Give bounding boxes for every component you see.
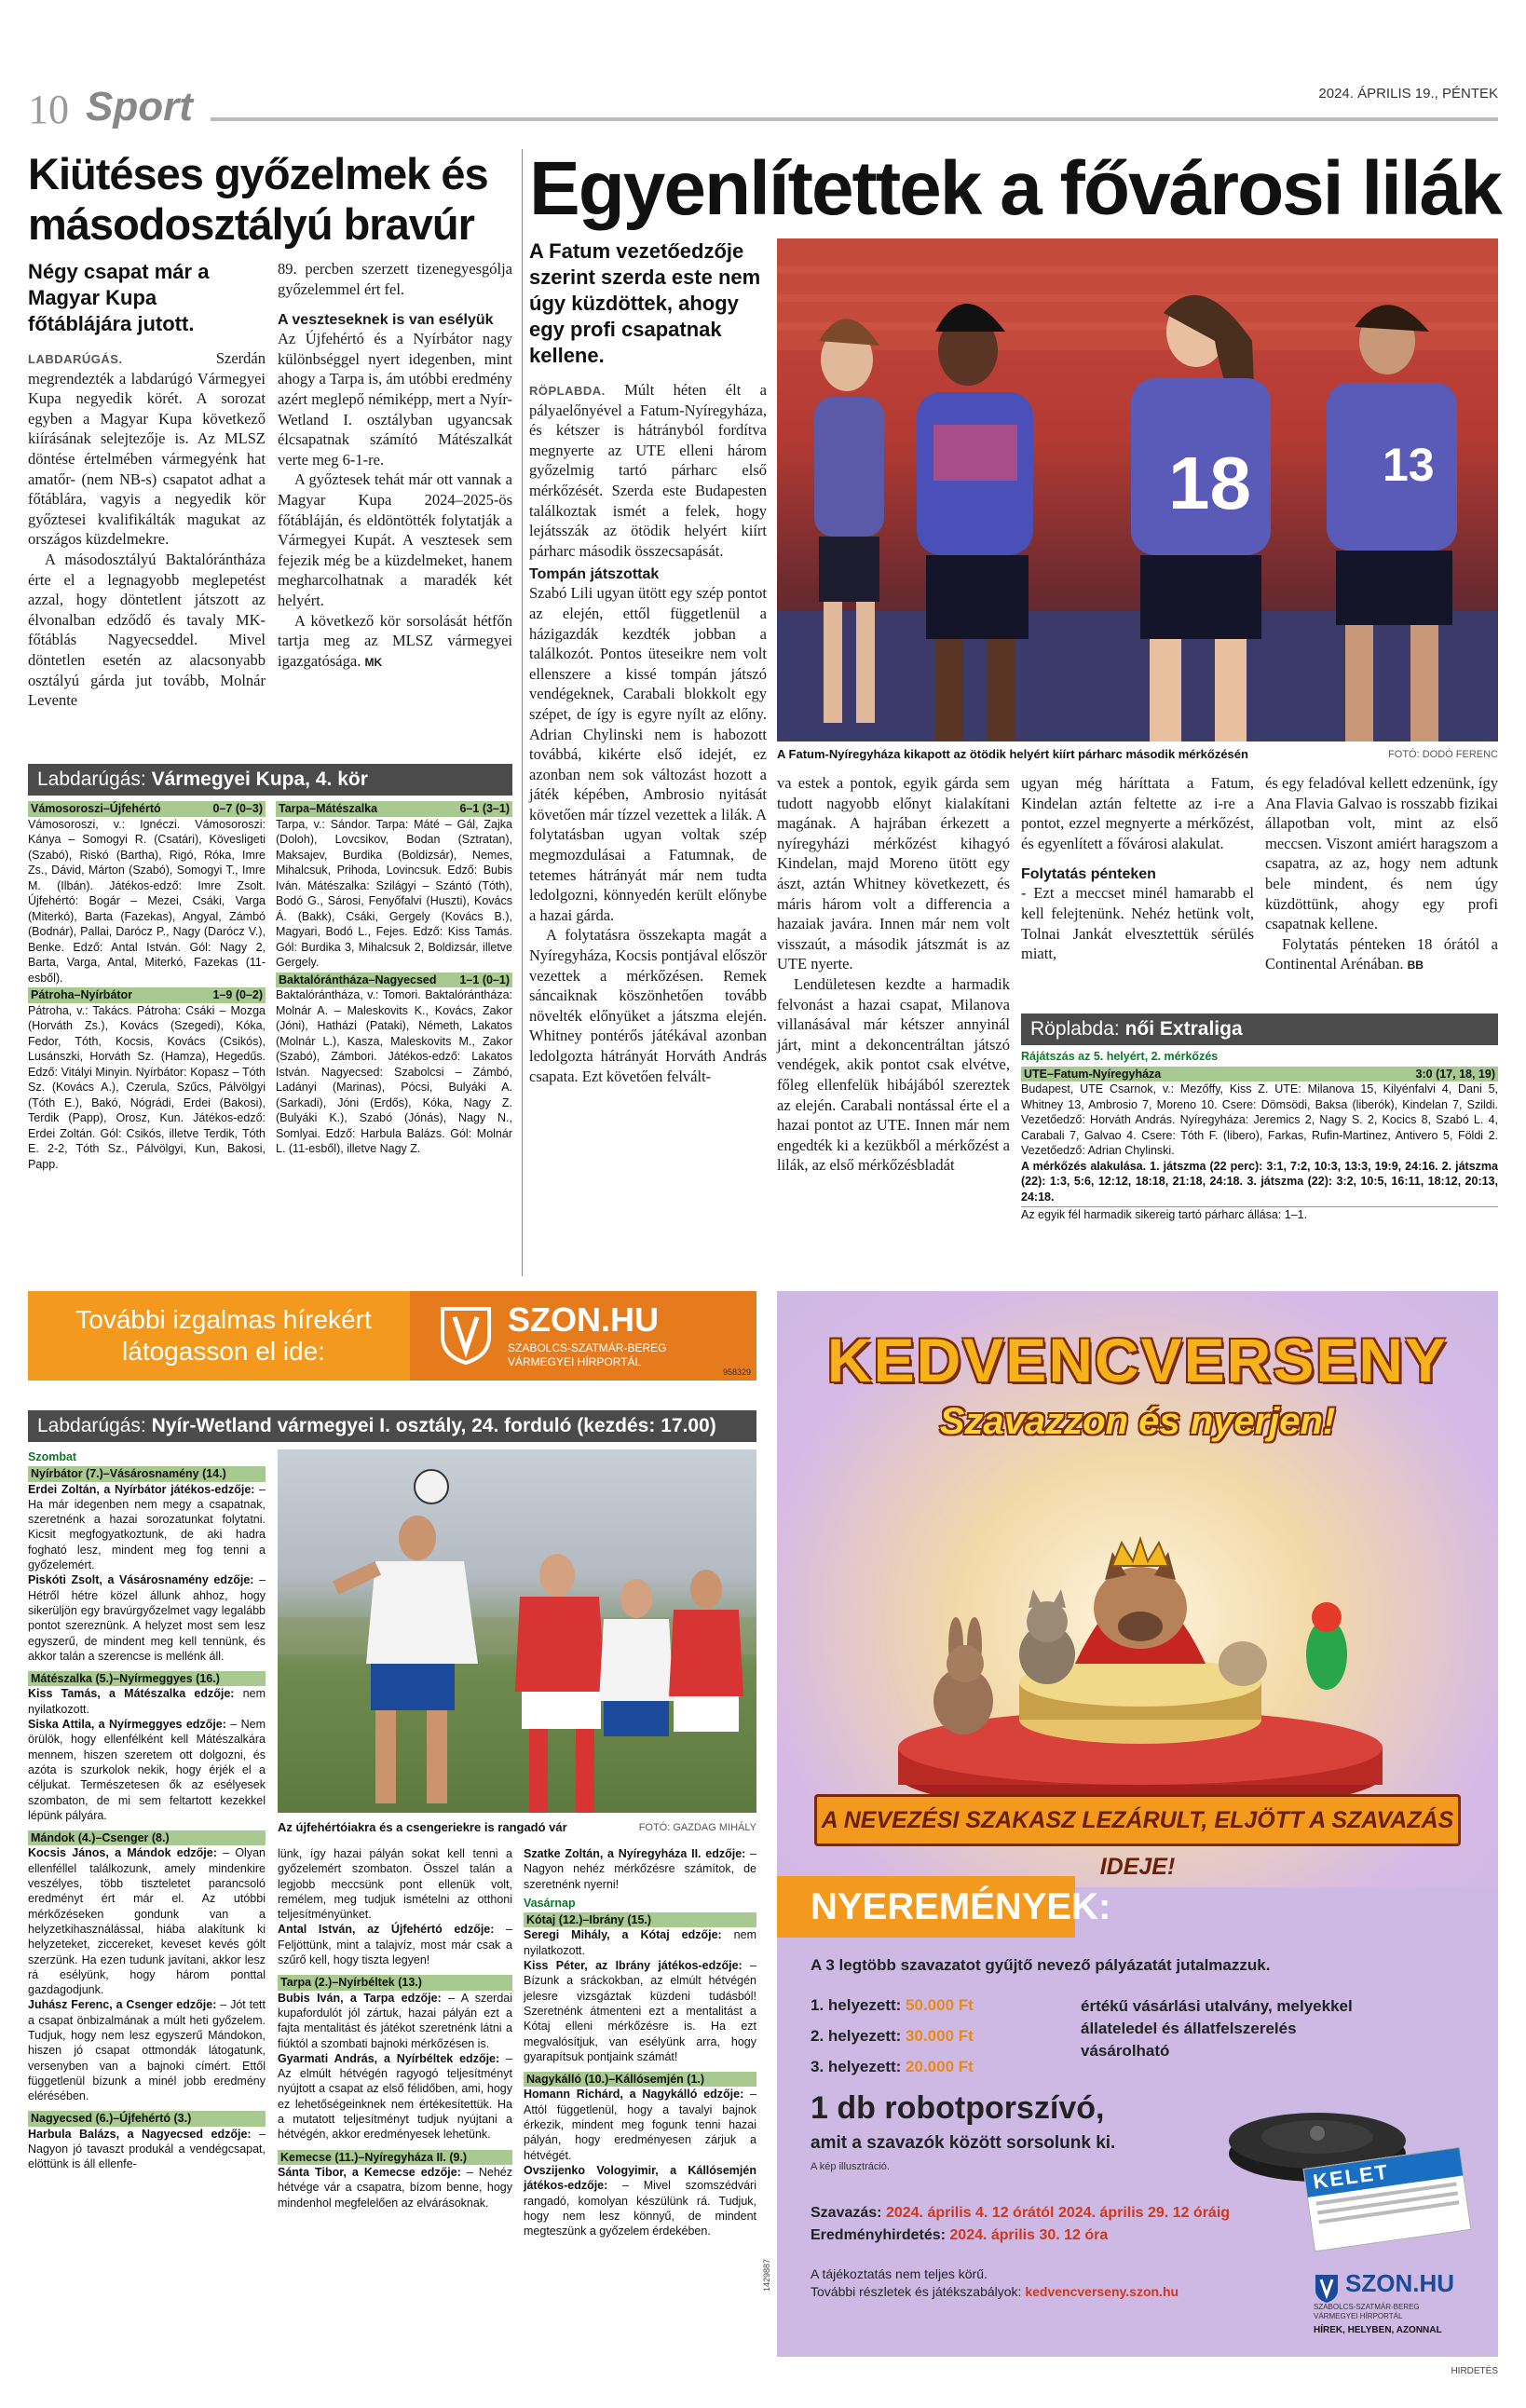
right-col-4 (1265, 773, 1498, 976)
volley-match-header: UTE–Fatum-Nyíregyháza 3:0 (17, 18, 19) (1021, 1067, 1498, 1082)
fixture-header: Nyírbátor (7.)–Vásárosnamény (14.) (28, 1466, 266, 1481)
szon-banner-text: További izgalmas hírekért látogasson el ide: (75, 1305, 372, 1366)
volley-series: Az egyik fél harmadik sikereig tartó párharc állása: 1–1. (1021, 1206, 1498, 1223)
left-kicker: LABDARÚGÁS. (28, 352, 123, 366)
volleyball-credit: FOTÓ: DODÓ FERENC (1388, 749, 1498, 760)
ad-prizes-title: NYEREMÉNYEK: (777, 1876, 1075, 1938)
ad-link[interactable]: kedvencverseny.szon.hu (1025, 2284, 1179, 2299)
left-paragraph: Szerdán megrendezték a labdarúgó Vármegyei Kupa negyedik körét. A sorozat egyben a Magyar Kupa következő kiírásának selejtezője is. Az MLSZ döntése értelmében vármegyénk hat amatőr- (nem NB-s) csapatot adhat a főtáblára, vagyis a negyedik kör győztesei kvalifikálták magukat az országos küzdelmekre. (28, 349, 266, 549)
ad-result-date: Eredményhirdetés: 2024. április 30. 12 óra (811, 2227, 1109, 2243)
coach-quote: Ovszijenko Vologyimir, a Kállósemjén játékos-edzője: – Mivel szomszédvári rangadó, komolyan készülünk rá. Tudjuk, hogy nem lesz könnyű, de mindent megteszünk a győzelem érdekében. (524, 2163, 756, 2238)
coach-quote: Sánta Tibor, a Kemecse edzője: – Nehéz hétvége vár a csapatra, bízom benne, hogy mindenhol megfelelően az elvárásoknak. (278, 2165, 512, 2210)
ad-prize-3: 3. helyezett: 20.000 Ft (811, 2058, 974, 2075)
match-header: Vámosoroszi–Újfehértó 0–7 (0–3) (28, 801, 266, 817)
right-paragraph: A folytatásra összekapta magát a Nyíregyháza, Kocsis pontjával először vezettek a mérkőzésen. Remek sáncaiknak köszönhetően tovább növelték előnyüket a játszma elején. Whitney pontérős játékával azonban ledolgozta hátrányát Horváth András csapata. Ezt követően felvált- (529, 926, 767, 1085)
coach-quote: Bubis Iván, a Tarpa edzője: – A szerdai kupafordulót jól zártuk, hazai pályán ezt a fajta mentalitást és játékot szeretnénk látni a fiúktól a szombati bajnoki mérkőzésen is. (278, 1991, 512, 2050)
ad-voting-banner: A NEVEZÉSI SZAKASZ LEZÁRULT, ELJÖTT A SZAVAZÁS IDEJE! (814, 1794, 1461, 1846)
cup-results-right (276, 799, 512, 1157)
szon-banner-sub: SZABOLCS-SZATMÁR-BEREG VÁRMEGYEI HÍRPORTÁL (508, 1341, 667, 1368)
right-col-3 (1021, 773, 1254, 964)
issue-date: 2024. ÁPRILIS 19., PÉNTEK (1318, 86, 1498, 102)
left-headline: Kiütéses győzelmek és másodosztályú bravúr (28, 149, 488, 249)
right-paragraph: Folytatás pénteken 18 órától a Continental Arénában. BB (1265, 934, 1498, 973)
coach-quote: Homann Richárd, a Nagykálló edzője: – Attól függetlenül, hogy a tavalyi bajnok érkezik, mindent meg fogunk tenni hazai pályán, hogy eredményesen zárjuk a hétvégét. (524, 2088, 756, 2162)
cup-box-title: Labdarúgás: Vármegyei Kupa, 4. kör (28, 764, 512, 796)
fixture-header: Nagykálló (10.)–Kállósemjén (1.) (524, 2072, 756, 2087)
coach-quote: Juhász Ferenc, a Csenger edzője: – Jót tett a csapat önbizalmának a múlt heti győzelem. Tudjuk, hogy nem lesz egyszerű Mándokon, hiszen jó csapat ottmondák látogatunk, versenyben van a bajnoki címért. Ettől függetlenül bízunk a minél jobb eredmény elérésében. (28, 1998, 266, 2103)
coach-quote: Gyarmati András, a Nyírbéltek edzője: – Az elmúlt hétvégén ragyogó teljesítményt nyújtott a csapat az első félidőben, ami, hogy ez lehetőségeinknek nem értékesítettük. Ha a mutatott teljesítményt tudjuk nyújtani a hétvégén, akkor eredményesek lehetünk. (278, 2051, 512, 2142)
football-caption: Az újfehértóiakra és a csengeriekre is rangadó vár (278, 1820, 567, 1834)
football-photo (278, 1449, 756, 1813)
ad-vote-dates: Szavazás: 2024. április 4. 12 órától 2024. április 29. 12 óráig (811, 2205, 1231, 2221)
match-report: Tarpa, v.: Sándor. Tarpa: Máté – Gál, Zajka (Doloh), Lovcsikov, Bodan (Sztratan), Maksajev, Burdika (Boldizsár), Nemes, Mihalcsuk, Prihoda, Lovincsuk. Edző: Bubis Iván. Mátészalka: Szilágyi – Szántó (Tóth), Bodó G., Sárosi, Fenyőfalvi (Huszti), Kovács Á. (Bakk), Csáki, Gergely (Kovács B.), Magyari, Bodó L., Fejes. Edző: Kiss Tamás. Gól: Burdika 3, Mihalcsuk 2, Boldizsár, illetve Gergely. (276, 817, 512, 969)
day-label: Vasárnap (524, 1896, 576, 1910)
fixture-header: Mátészalka (5.)–Nyírmeggyes (16.) (28, 1671, 266, 1686)
preview-col-3 (524, 1846, 756, 2238)
match-report: Baktalórántháza, v.: Tomori. Baktalórántháza: Molnár A. – Maleskovits K., Kovács, Zakor (Jóni), Hatházi (Pataki), Németh, Lakatos (Molnár L.), Kasza, Maleskovits M., Zakor (Szabó), Zámbori. Játékos-edző: Lakatos István. Nagyecsed: Szabolcsi – Zámbó, Ladányi (Marinas), Pócsi, Bulyáki A. (Sarkadi), Jóni (Erdős), Kóka, Nagy Z. (Bulyáki K.), Szabó (Jónás), Nagy N., Somlyai. Edző: Harbula Balázs. Gól: Molnár L. (11-esből), illetve Nagy Z. (276, 988, 512, 1155)
ad-label: HIRDETÉS (1451, 2366, 1498, 2376)
day-label: Szombat (28, 1450, 77, 1463)
left-paragraph: A másodosztályú Baktalórántháza érte el a legnagyobb meglepetést azzal, hogy döntetlent játszott az élvonalban edződő és tavaly MK-főtáblás Nagyecseddel. Mivel döntetlen esetén az alacsonyabb osztályú gárda jut tovább, Molnár Levente (28, 550, 266, 710)
coach-quote: Kocsis János, a Mándok edzője: – Olyan ellenféllel találkozunk, amely mindenkire veszélyes, több tiszteletet parancsoló eredményt ért már el. Az utóbbi mérkőzéseken gondunk van a helyzetkihasználással, hiába alakítunk ki helyzeteket, ziccereket, keveset kevés gólt szerzünk. Ha ezen tudunk javítani, akkor lesz rá esélyünk, hogy három ponttal gazdagodjunk. (28, 1846, 266, 1997)
ad-code: 958329 (722, 1367, 751, 1377)
coach-quote: Seregi Mihály, a Kótaj edzője: nem nyilatkozott. (524, 1928, 756, 1957)
right-paragraph: Lendületesen kezdte a harmadik felvonást a hazai csapat, Milanova villanásával már kétszer annyinál járt, mint a dekoncentráltan játszó vendégek, akik pontot csak elvétve, főleg ellenfelük hibájából szereztek az elején. Carabali nontással érte el a hazai pontot az UTE. Innen már nem engedték ki a kezükből a mérkőzést a lilák, az első mérkőzésbladát (777, 974, 1010, 1175)
right-signature: BB (1407, 959, 1424, 973)
ad-brand-sub: SZABOLCS-SZATMÁR-BEREG VÁRMEGYEI HÍRPORTÁL (1314, 2303, 1420, 2320)
ad-subtitle: Szavazzon és nyerjen! (939, 1401, 1336, 1442)
volley-sets: A mérkőzés alakulása. 1. játszma (22 perc): 3:1, 7:2, 10:3, 13:3, 19:9, 24:16. 2. játszma (22): 1:3, 5:6, 12:12, 18:18, 21:18, 24:18. 3. játszma (22): 3:2, 10:5, 16:11, 18:12, 20:13, 24:18. (1021, 1159, 1498, 1204)
left-paragraph: A győztesek tehát már ott vannak a Magyar Kupa 2024–2025-ös főtábláján, és eldöntötték folytatják a Vármegyei Kupát. A vesztesek sem fejezik még be a küzdelmeket, hanem megharcolhatnak a maradék két helyért. (278, 470, 512, 609)
left-lead: Négy csapat már a Magyar Kupa főtáblájára jutott. (28, 260, 210, 335)
coach-quote: Kiss Péter, az Ibrány játékos-edzője: – Bízunk a sráckokban, az elmúlt hétvégén jelesre vizsgáztak küzdeni tudásból! Szeretnénk átmenteni ezt a mentalitást a Kótaj elleni mérkőzésre is. Ha ezt megvalósítjuk, van esélyünk arra, hogy gyarapítsuk pontjaink számát! (524, 1959, 756, 2063)
svg-text:18: 18 (1168, 442, 1251, 524)
right-headline: Egyenlítettek a fővárosi lilák (529, 146, 1501, 231)
svg-text:13: 13 (1383, 439, 1435, 491)
fixture-header: Kemecse (11.)–Nyíregyháza II. (9.) (278, 2150, 512, 2165)
right-subhead: Tompán játszottak (529, 566, 660, 583)
shield-icon (438, 1304, 494, 1366)
football-credit: FOTÓ: GAZDAG MIHÁLY (638, 1822, 756, 1833)
volley-box-title: Röplabda: női Extraliga (1021, 1014, 1498, 1045)
nyir-box-title: Labdarúgás: Nyír-Wetland vármegyei I. osztály, 24. forduló (kezdés: 17.00) (28, 1410, 756, 1442)
fixture-header: Kótaj (12.)–Ibrány (15.) (524, 1912, 756, 1927)
coach-quote: Siska Attila, a Nyírmeggyes edzője: – Nem örülök, hogy ellenfélként kell Mátészalkára mennem, hiszen szeretem ott dolgozni, és azóta is szurkolok nekik, hogy érjék el a céljukat. Természetesen ők az esélyesek szombaton, de mi sem feltartott kezekkel lépünk pályára. (28, 1718, 266, 1822)
preview-col-2 (278, 1846, 512, 2211)
left-subhead: A veszteseknek is van esélyük (278, 312, 494, 329)
coach-quote: Harbula Balázs, a Nagyecsed edzője: – Nagyon jó tavaszt produkál a vendégcsapat, elöttünk is áll ellenfe- (28, 2127, 266, 2171)
volley-report: Budapest, UTE Csarnok, v.: Mezőffy, Kiss Z. UTE: Milanova 15, Kilyénfalvi 4, Dani 5, Whitney 13, Ambrosio 7, Moreno 10. Csere: Dömsödi, Baksa (liberók), Kindelan 7, Szildi. Vezetőedző: Horváth András. Nyíregyháza: Jeremics 2, Nagy S. 2, Kocics 8, Szabó L. 4, Carabali 7, Galvao 4. Csere: Tóth F. (libero), Farkas, Rufin-Martinez, Antivero 5, Földi 2. Vezetőedző: Adrian Chylinski. (1021, 1082, 1498, 1157)
page-number: 10 (28, 87, 69, 132)
shield-icon (1314, 2273, 1340, 2305)
ad-dates (811, 2202, 1295, 2247)
match-header: Baktalórántháza–Nagyecsed 1–1 (0–1) (276, 973, 512, 988)
right-paragraph: va estek a pontok, egyik gárda sem tudott nagyobb előnyt kialakítani magának. A hajrában érkezett a nyíregyházi mérkőzést kihagyó Kindelan, majd Moreno ütött egy ászt, aztán Whitney következett, és máris három volt a differencia a hazaiak javára. Innen már nem volt visszaút, a második játszmát is az UTE nyerte. (777, 774, 1010, 973)
ad-prizes-intro: A 3 legtöbb szavazatot gyűjtő nevező pályázatát jutalmazzuk. (811, 1956, 1271, 1974)
coach-quote: Kiss Tamás, a Mátészalka edzője: nem nyilatkozott. (28, 1687, 266, 1716)
match-report: Pátroha, v.: Takács. Pátroha: Csáki – Mozga (Horváth Zs.), Kovács (Szegedi), Kóka, Fedor, Tóth, Kocsis, Kovács (Csikós), Lusánszki, Horváth Sz. (Hamza), Hegedűs. Edző: Vitályi Minyin. Nyírbátor: Kopasz – Tóth Sz. (Kovács A.), Czerula, Szűcs, Pálvölgyi (Tóth E.), Bakó, Nógrádi, Erdei (Bakosi), Terdik (Papp), Orosz, Kun. Játékos-edző: Erdei Zoltán. Gól: Csikós, illetve Terdik, Tóth E. 2-2, Tóth Sz., Pálvölgyi, Kun, Bakosi, Papp. (28, 1003, 266, 1171)
volley-subhead: Rájátszás az 5. helyért, 2. mérkőzés (1021, 1050, 1219, 1063)
football-players-illustration (278, 1449, 756, 1813)
kelet-newspaper-icon: KELET (1303, 2147, 1472, 2252)
ad-prize-2: 2. helyezett: 30.000 Ft (811, 2027, 974, 2045)
volleyball-photo (777, 238, 1498, 741)
right-col-2 (777, 773, 1010, 1176)
kedvencverseny-ad[interactable] (777, 1291, 1498, 2357)
preview-col-1 (28, 1449, 266, 2172)
ad-title: KEDVENCVERSENY (826, 1326, 1449, 1394)
right-lead: A Fatum vezetőedzője szerint szerda este nem úgy küzdöttek, ahogy egy profi csapatnak kellene. (529, 239, 761, 367)
right-paragraph: - Ezt a meccset minél hamarabb el kell felejtenünk. Nehéz hetünk volt, Tolnai Jankát elvesztettük sérülés miatt, (1021, 884, 1254, 963)
cup-results-left (28, 799, 266, 1172)
coach-quote: Szatke Zoltán, a Nyíregyháza II. edzője: – Nagyon nehéz mérkőzésre számítok, de szeretnénk nyerni! (524, 1847, 756, 1891)
ad-brand: SZON.HU (1345, 2269, 1454, 2297)
left-paragraph: 89. percben szerzett tizenegyesgólja győzelemmel ért fel. (278, 260, 512, 298)
ad-code: 1429887 (762, 2258, 771, 2292)
match-header: Pátroha–Nyírbátor 1–9 (0–2) (28, 987, 266, 1003)
coach-quote: Piskóti Zsolt, a Vásárosnamény edzője: – Hétről hétre közel állunk ahhoz, hogy sikerüljön egy bravúrgyőzelmet vagy legalább pontot szereznünk. A helyzet most sem lesz egyszerű, de mindent meg kell tennünk, és akkor talán a szerencse is mellénk áll. (28, 1573, 266, 1663)
right-kicker: RÖPLABDA. (529, 384, 606, 398)
szon-ad-logo (1314, 2269, 1481, 2344)
pets-podium-illustration (889, 1468, 1392, 1822)
coach-quote: Antal István, az Újfehértó edzője: – Feljöttünk, mint a talajvíz, most már csak a szűrő kell, hogy tiszta legyen! (278, 1923, 512, 1967)
column-divider (522, 149, 523, 1276)
fixture-header: Nagyecsed (6.)–Újfehértó (3.) (28, 2111, 266, 2126)
left-paragraph: A következő kör sorsolását hétfőn tartja meg az MLSZ vármegyei igazgatósága. MK (278, 611, 512, 670)
volleyball-caption: A Fatum-Nyíregyháza kikapott az ötödik helyért kiírt párharc második mérkőzésén (777, 747, 1248, 761)
header-rule (211, 117, 1498, 121)
right-paragraph: Szabó Lili ugyan ütött egy szép pontot az elején, ettől függetlenül a házigazdák kezdték jobban a találkozót. Pontos üteseikre nem volt ellenszere a kissé tompán játszó vendégeknek, Carabali blokkolt egy szépet, de így is egyre nyílt az előny. Adrian Chylinski nem is habozott továbbá, kikérte első idejét, ez azonban nem sok változást hozott a játék képében, Ambrosio nyitását követően már tízzel vezettek a lilák. A folytatásban ugyan voltak szép megmozdulásai a Fatumnak, de tetemes hátrányát már nem tudta ledolgozni, könnyedén került előnybe a hazai gárda. (529, 584, 767, 924)
ad-prize-desc: értékű vásárlási utalvány, melyekkel állateledel és állatfelszerelés vásárolható (1081, 1997, 1353, 2060)
volleyball-players-illustration (777, 238, 1498, 741)
coach-quote: Erdei Zoltán, a Nyírbátor játékos-edzője: – Ha már idegenben nem megy a csapatnak, szeretnénk a hazai sorozatunkat folytatni. Kicsit megfogyatkoztunk, de aki hadra fogható lesz, mindent meg fog tenni a győzelemért. (28, 1482, 266, 1572)
coach-quote: lünk, így hazai pályán sokat kell tenni a győzelemért szombaton. Összel talán a legjobb meccsünk pont ellenük volt, remélem, meg tudjuk ismételni az otthoni teljesítményünket. (278, 1847, 512, 1922)
ad-robot-sub: amit a szavazók között sorsolunk ki. (811, 2133, 1116, 2153)
match-header: Tarpa–Mátészalka 6–1 (3–1) (276, 801, 512, 817)
ad-robot-title: 1 db robotporszívó, (811, 2090, 1105, 2126)
fixture-header: Tarpa (2.)–Nyírbéltek (13.) (278, 1975, 512, 1990)
right-paragraph: ugyan még háríttata a Fatum, Kindelan aztán feltette az i-re a pontot, ezzel megnyerte a mérkőzést, és egyenlített a fővárosi alakulat. (1021, 774, 1254, 852)
szon-banner[interactable] (28, 1291, 756, 1381)
left-signature: MK (364, 655, 383, 669)
ad-robot-note: A kép illusztráció. (811, 2161, 890, 2172)
right-subhead-2: Folytatás pénteken (1021, 866, 1156, 883)
ad-info: A tájékoztatás nem teljes körű. További részletek és játékszabályok: kedvencverseny.szon.hu (811, 2266, 1179, 2299)
section-title: Sport (86, 84, 193, 129)
right-col-1: A Fatum vezetőedzője szerint szerda este nem úgy küzdöttek, ahogy egy profi csapatnak kellene. RÖPLABDA. Múlt héten élt a pályaelőnyével a Fatum-Nyíregyháza, és kétszer is hátrányból fordítva megnyerte az UTE elleni három győzelmig tartó párharc első mérkőzését. Szerda este Budapesten találkoztak ismét a felek, hogy lejátsszák az ötödik helyért kiírt párharc második összecsapását. Tompán játszottak Szabó Lili ugyan ütött egy szép pontot az elején, ettől függetlenül a házigazdák kezdték jobban a találkozót. Pontos üteseikre nem volt ellenszere a kissé tompán játszó vendégeknek, Carabali blokkolt egy szépet, de így is egyre nyílt az előny. Adrian Chylinski nem is habozott továbbá, kikérte első idejét, ez azonban nem sok változást hozott a játék képében, Ambrosio nyitását követően már tízzel vezettek a lilák. A folytatásban ugyan voltak szép megmozdulásai a Fatumnak, de tetemes hátrányát már nem tudta ledolgozni, könnyedén került előnybe a hazai gárda. A folytatásra összekapta magát a Nyíregyháza, Kocsis pontjával először vezettek a mérkőzésen. Remek sáncaiknak köszönhetően tovább növelték előnyüket a játszma elején. Whitney pontérős játékával azonban ledolgozta hátrányát Horváth András csapata. Ezt követően felvált- (529, 239, 768, 1085)
left-col-2 (278, 259, 512, 673)
right-paragraph: és egy feladóval kellett edzenünk, így Ana Flavia Galvao is rosszabb fizikai állapotban volt, mint az első meccsen. Viszont amiért haragszom a csapatra, az az, hogy nem adtunk bele mindent, és nem úgy küzdöttünk, ahogy egy profi csapatnak kellene. (1265, 774, 1498, 933)
volley-box-body (1021, 1049, 1498, 1223)
szon-banner-brand: SZON.HU (508, 1300, 659, 1339)
left-paragraph: Az Újfehértó és a Nyírbátor nagy különbséggel nyert idegenben, mint ahogy a Tarpa is, ám utóbbi eredmény azért meglepő némiképp, mert a Nyír-Wetland I. osztályban ugyancsak élcsapatnak számító Mátészalkát verte meg 6-1-re. (278, 330, 512, 469)
left-col-1 (28, 259, 266, 711)
ad-prize-list (811, 1990, 1071, 2082)
fixture-header: Mándok (4.)–Csenger (8.) (28, 1830, 266, 1845)
ad-prize-1: 1. helyezett: 50.000 Ft (811, 1996, 974, 2014)
ad-brand-tag: HÍREK, HELYBEN, AZONNAL (1314, 2325, 1442, 2335)
match-report: Vámosoroszi, v.: Ignéczi. Vámosoroszi: Kánya – Somogyi R. (Csatári), Kövesligeti (Szabó), Riskó (Bartha), Rigó, Róka, Imre Zs., Dávid, Márton (Szabó), Somogyi T., Imre M. (Ilbán). Játékos-edző: Imre Zsolt. Újfehértó: Bogár – Mezei, Csáki, Varga (Miterkó), Barta (Fazekas), Angyal, Zámbó (Bodnár), Pallai, Darócz P., Nagy (Darócz V.), Benke. Edző: Antal István. Gól: Nagy 2, Barta, Varga, Antal, Miterkó, Fazekas (11-esből). (28, 817, 266, 985)
